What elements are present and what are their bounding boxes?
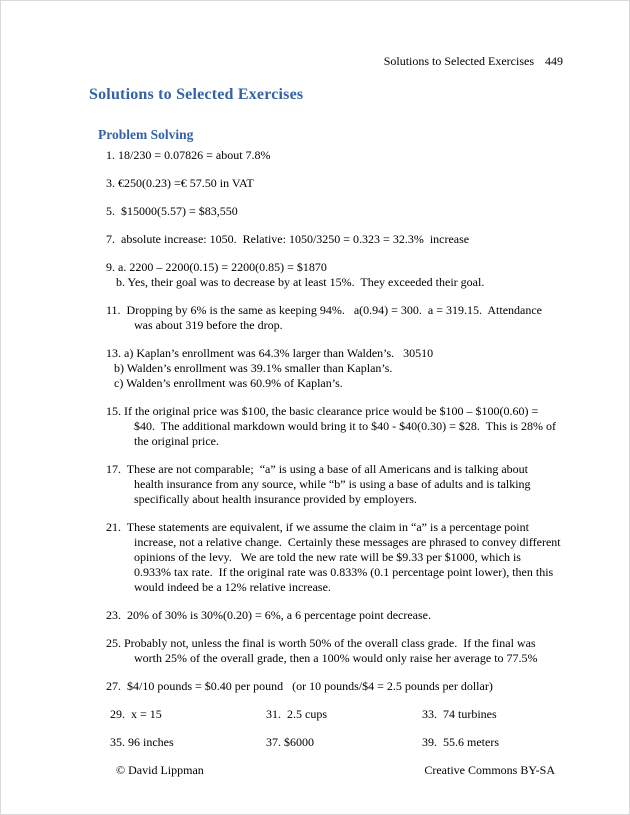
problem-27	[106, 679, 586, 694]
answer-39: 39. 55.6 meters	[422, 735, 499, 749]
problem-line: 11. Dropping by 6% is the same as keeping 94%. a(0.94) = 300. a = 319.15. Attendance	[106, 303, 543, 317]
problem-25	[106, 636, 586, 666]
running-header-title: Solutions to Selected Exercises	[383, 54, 534, 68]
problem-1	[106, 148, 586, 163]
problem-line: increase, not a relative change. Certainly these messages are phrased to convey different	[134, 535, 561, 549]
problem-line: 17. These are not comparable; “a” is using a base of all Americans and is talking about	[106, 462, 528, 476]
answer-35: 35. 96 inches	[110, 735, 174, 749]
answer-31: 31. 2.5 cups	[266, 707, 327, 721]
problem-17	[106, 462, 586, 507]
page-number: 449	[545, 54, 563, 68]
problem-line: 13. a) Kaplan’s enrollment was 64.3% larger than Walden’s. 30510	[106, 346, 434, 360]
problem-line: 9. a. 2200 – 2200(0.15) = 2200(0.85) = $1870	[106, 260, 327, 274]
page-footer	[116, 763, 555, 778]
running-header	[372, 39, 563, 84]
answer-row-35-39	[106, 735, 586, 750]
problem-line: c) Walden’s enrollment was 60.9% of Kaplan’s.	[114, 376, 343, 390]
problem-line: 25. Probably not, unless the final is worth 50% of the overall class grade. If the final was	[106, 636, 536, 650]
problem-line: 27. $4/10 pounds = $0.40 per pound (or 10 pounds/$4 = 2.5 pounds per dollar)	[106, 679, 493, 693]
problem-7	[106, 232, 586, 247]
problem-5	[106, 204, 586, 219]
problem-line: the original price.	[134, 434, 219, 448]
answer-33: 33. 74 turbines	[422, 707, 497, 721]
problem-13	[106, 346, 586, 391]
answer-29: 29. x = 15	[110, 707, 162, 721]
problem-line: health insurance from any source, while “b” is using a base of adults and is talking	[134, 477, 531, 491]
problem-23	[106, 608, 586, 623]
document-title: Solutions to Selected Exercises	[89, 86, 304, 103]
problem-line: was about 319 before the drop.	[134, 318, 283, 332]
license-text: Creative Commons BY-SA	[424, 763, 555, 777]
problem-line: 21. These statements are equivalent, if we assume the claim in “a” is a percentage point	[106, 520, 529, 534]
problem-line: would indeed be a 12% relative increase.	[134, 580, 331, 594]
problem-line: 23. 20% of 30% is 30%(0.20) = 6%, a 6 percentage point decrease.	[106, 608, 431, 622]
problem-line: 15. If the original price was $100, the basic clearance price would be $100 – $100(0.60) =	[106, 404, 539, 418]
problem-line: 1. 18/230 = 0.07826 = about 7.8%	[106, 148, 271, 162]
problem-line: b. Yes, their goal was to decrease by at least 15%. They exceeded their goal.	[116, 275, 485, 289]
problem-line: opinions of the levy. We are told the new rate will be $9.33 per $1000, which is	[134, 550, 521, 564]
problem-line: b) Walden’s enrollment was 39.1% smaller than Kaplan’s.	[114, 361, 393, 375]
problem-line: 0.933% tax rate. If the original rate was 0.833% (0.1 percentage point lower), then this	[134, 565, 554, 579]
problem-line: $40. The additional markdown would bring it to $40 - $40(0.30) = $28. This is 28% of	[134, 419, 556, 433]
problem-line: 3. €250(0.23) =€ 57.50 in VAT	[106, 176, 254, 190]
problem-line: specifically about health insurance provided by employers.	[134, 492, 417, 506]
problem-line: 5. $15000(5.57) = $83,550	[106, 204, 238, 218]
problem-15	[106, 404, 586, 449]
problem-9	[106, 260, 586, 290]
problem-11	[106, 303, 586, 333]
problem-line: worth 25% of the overall grade, then a 100% would only raise her average to 77.5%	[134, 651, 538, 665]
answer-37: 37. $6000	[266, 735, 314, 749]
problem-3	[106, 176, 586, 191]
problem-line: 7. absolute increase: 1050. Relative: 1050/3250 = 0.323 = 32.3% increase	[106, 232, 470, 246]
copyright-text: © David Lippman	[116, 763, 204, 777]
solutions-body	[106, 148, 586, 763]
answer-row-29-33	[106, 707, 586, 722]
problem-21	[106, 520, 586, 595]
section-heading-problem-solving: Problem Solving	[98, 127, 194, 142]
